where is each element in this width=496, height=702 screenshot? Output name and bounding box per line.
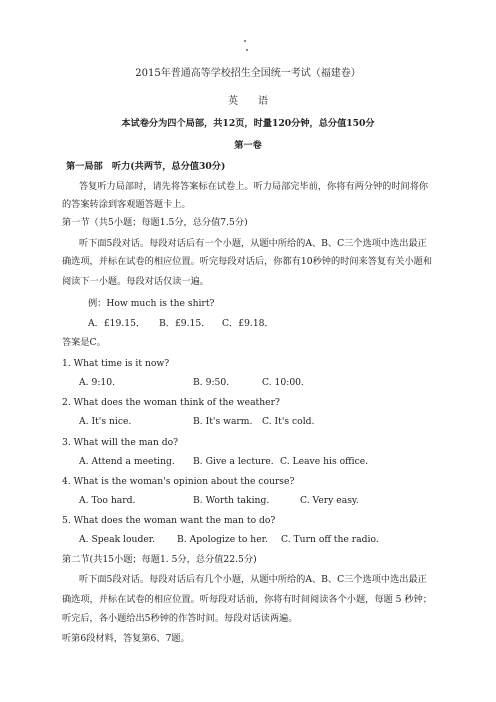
example-option-c: C．£9.18．: [222, 318, 274, 329]
section1-instruction: 确选项，并标在试卷的相应位置。听完每段对话后，你都有10秒钟的时间来答复有关小题和: [62, 256, 433, 267]
example-question: 例：How much is the shirt?: [88, 298, 215, 309]
question-text: 1. What time is it now?: [62, 358, 170, 369]
option-a: A. 9:10.: [79, 377, 116, 388]
option-c: C. Very easy.: [300, 495, 359, 506]
option-b: B. Give a lecture.: [193, 456, 274, 467]
option-c: C. 10:00.: [262, 377, 304, 388]
material-6-prompt: 听第6段材料，答复第6、7题。: [62, 633, 190, 644]
section1-instruction: 阅读下一小题。每段对话仅读一遍。: [62, 276, 209, 287]
subject-title: 英 语: [228, 96, 268, 107]
question-text: 3. What will the man do?: [62, 437, 179, 448]
option-b: B. Apologize to her.: [177, 534, 268, 545]
option-c: C. Leave his office.: [280, 456, 369, 467]
example-option-a: A．£19.15．: [88, 318, 146, 329]
option-a: A. Too hard.: [79, 495, 136, 506]
option-a: A. It's nice.: [79, 416, 132, 427]
part1-heading: 第一局部 听力(共两节，总分值30分): [66, 161, 226, 172]
question-text: 5. What does the woman want the man to do?: [62, 515, 276, 526]
example-option-b: B．£9.15．: [159, 318, 211, 329]
option-a: A. Attend a meeting.: [79, 456, 175, 467]
section2-instruction: 听下面5段对话。每段对话后有几个小题，从题中所给的A、B、C三个选项中选出最正: [79, 574, 427, 585]
section2-heading: 第二节(共15小题；每题1. 5分，总分值22.5分): [62, 554, 257, 565]
option-b: B. It's warm.: [193, 416, 253, 427]
section1-heading: 第一节（共5小题；每题1.5分，总分值7.5分): [62, 217, 248, 228]
question-text: 2. What does the woman think of the weather?: [62, 397, 280, 408]
exam-title: 2015年普通高等学校招生全国统一考试（福建卷）: [135, 68, 361, 79]
example-answer: 答案是C。: [62, 337, 106, 348]
option-a: A. Speak louder.: [79, 534, 156, 545]
part1-intro-line: 答复听力局部时，请先将答案标在试卷上。听力局部完毕前，你将有两分钟的时间将你: [79, 181, 429, 192]
question-text: 4. What is the woman's opinion about the course?: [62, 476, 295, 487]
exam-info: 本试卷分为四个局部，共12页，时量120分钟，总分值150分: [121, 118, 375, 129]
section2-instruction: 确选项，并标在试卷的相应位置。听每段对话前，你将有时间阅读各个小题，每题 5 秒钟；: [62, 594, 432, 605]
part1-intro-line: 的答案转涂到客观题答题卡上。: [62, 199, 191, 210]
section1-instruction: 听下面5段对话。每段对话后有一个小题，从题中所给的A、B、C三个选项中选出最正: [79, 238, 427, 249]
section2-instruction: 听完后，各小题给出5秒钟的作答时间。每段对话读两遍。: [62, 613, 298, 624]
option-c: C. It's cold.: [262, 416, 315, 427]
option-b: B. Worth taking.: [193, 495, 270, 506]
top-dot: [246, 49, 248, 51]
top-dot: [244, 40, 246, 42]
volume-title: 第一卷: [234, 140, 262, 151]
option-b: B. 9:50.: [193, 377, 230, 388]
option-c: C. Turn off the radio.: [281, 534, 379, 545]
